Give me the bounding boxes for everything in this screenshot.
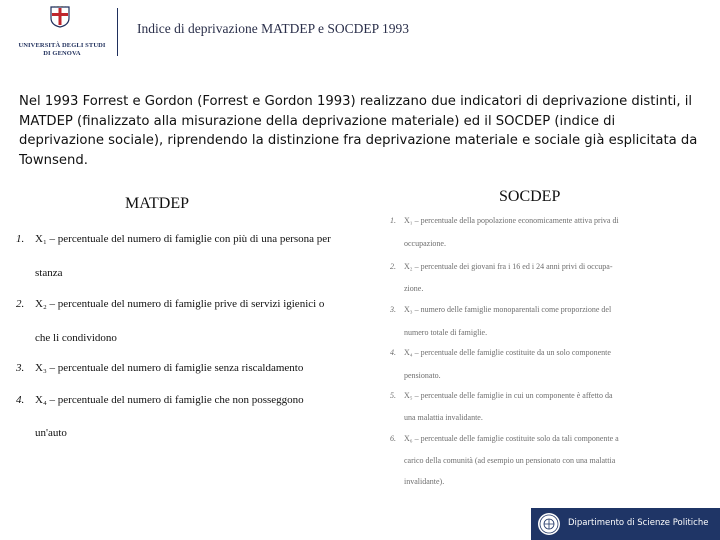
list-item-text: X₂ – percentuale del numero di famiglie prive di servizi igienici o: [35, 298, 325, 310]
list-item-text: X₆ – percentuale delle famiglie costituite solo da tali componente a: [404, 434, 619, 443]
matdep-heading: MATDEP: [125, 195, 190, 212]
list-item-text: X₃ – percentuale del numero di famiglie senza riscaldamento: [35, 362, 304, 374]
list-item-number: 4.: [390, 348, 396, 357]
list-item-number: 5.: [390, 391, 396, 400]
list-item-text: stanza: [35, 267, 63, 279]
list-item-text: occupazione.: [404, 239, 446, 248]
list-item-number: 1.: [16, 233, 25, 245]
list-item-number: 1.: [390, 216, 396, 225]
list-item-number: 3.: [390, 305, 396, 314]
list-item-text: X₁ – percentuale della popolazione economicamente attiva priva di: [404, 216, 619, 225]
list-item-text: X₄ – percentuale delle famiglie costituite da un solo componente: [404, 348, 611, 357]
crest-icon: [50, 6, 70, 28]
list-item-number: 3.: [16, 362, 25, 374]
list-item-number: 2.: [390, 262, 396, 271]
list-item-text: un'auto: [35, 427, 67, 439]
list-item-text: zione.: [404, 284, 424, 293]
university-logo: [8, 6, 132, 62]
list-item-text: X₅ – percentuale delle famiglie in cui un componente è affetto da: [404, 391, 613, 400]
intro-paragraph: Nel 1993 Forrest e Gordon (Forrest e Gordon 1993) realizzano due indicatori di deprivazione distinti, il MATDEP (finalizzato alla misurazione della deprivazione materiale) ed il SOCDEP (indice di deprivazione sociale), riprendendo la distinzione fra deprivazione materiale e sociale già esplicitata da Townsend.: [19, 94, 698, 168]
list-item-text: X₁ – percentuale del numero di famiglie con più di una persona per: [35, 233, 331, 245]
list-item-number: 6.: [390, 434, 396, 443]
university-name: [8, 42, 116, 57]
page-title: Indice di deprivazione MATDEP e SOCDEP 1993: [137, 21, 409, 36]
university-name-line1: UNIVERSITÀ DEGLI STUDI: [18, 42, 106, 49]
list-item-text: numero totale di famiglie.: [404, 328, 488, 337]
list-item-text: X₂ – percentuale dei giovani fra i 16 ed i 24 anni privi di occupa-: [404, 262, 613, 271]
socdep-heading: SOCDEP: [499, 188, 561, 205]
department-seal-icon: [537, 512, 561, 536]
list-item-text: carico della comunità (ad esempio un pensionato con una malattia: [404, 456, 616, 465]
list-item-number: 4.: [16, 394, 25, 406]
list-item-text: X₄ – percentuale del numero di famiglie che non posseggono: [35, 394, 304, 406]
list-item-text: pensionato.: [404, 371, 441, 380]
header-divider: [117, 8, 118, 56]
university-name-line2: DI GENOVA: [43, 49, 81, 57]
list-item-number: 2.: [16, 298, 25, 310]
list-item-text: una malattia invalidante.: [404, 413, 483, 422]
footer-bar: [531, 508, 720, 540]
department-name: Dipartimento di Scienze Politiche: [568, 518, 709, 528]
list-item-text: X₃ – numero delle famiglie monoparentali come proporzione del: [404, 305, 612, 314]
list-item-text: che li condividono: [35, 332, 117, 344]
list-item-text: invalidante).: [404, 477, 445, 486]
